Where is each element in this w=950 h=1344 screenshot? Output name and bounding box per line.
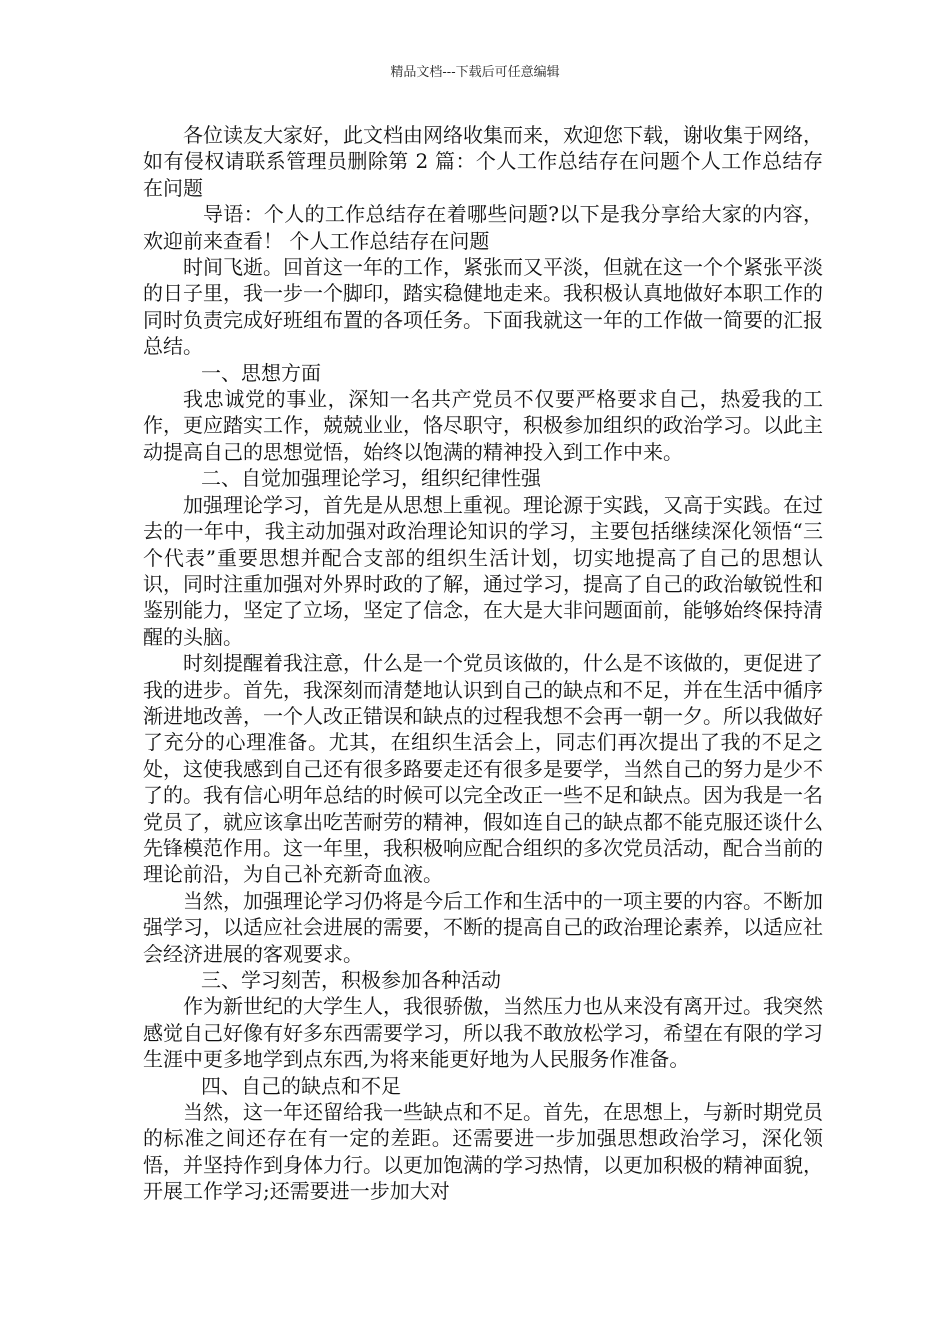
paragraph-study: 作为新世纪的大学生人，我很骄傲，当然压力也从来没有离开过。我突然感觉自己好像有好多东西需要学习，所以我不敢放松学习，希望在有限的学习生涯中更多地学到点东西,为将来能更好地为人民服务作准备。 xyxy=(143,994,823,1072)
section-heading-thought: 一、思想方面 xyxy=(201,360,321,385)
section-heading-shortcomings: 四、自己的缺点和不足 xyxy=(201,1073,401,1098)
section-heading-theory: 二、自觉加强理论学习，组织纪律性强 xyxy=(201,466,541,491)
document-body xyxy=(143,122,823,1205)
paragraph-thought: 我忠诚党的事业，深知一名共产党员不仅要严格要求自己，热爱我的工作，更应踏实工作，兢兢业业，恪尽职守，积极参加组织的政治学习。以此主动提高自己的思想觉悟，始终以饱满的精神投入到工作中来。 xyxy=(143,387,823,464)
page-header: 精品文档---下载后可任意编辑 xyxy=(390,65,560,80)
paragraph-theory: 加强理论学习，首先是从思想上重视。理论源于实践，又高于实践。在过去的一年中，我主动加强对政治理论知识的学习，主要包括继续深化领悟“三个代表”重要思想并配合支部的组织生活计划，切实地提高了自己的思想认识，同时注重加强对外界时政的了解，通过学习，提高了自己的政治敏锐性和鉴别能力，坚定了立场，坚定了信念，在大是大非问题面前，能够始终保持清醒的头脑。 xyxy=(143,492,823,649)
paragraph-continue-study: 当然，加强理论学习仍将是今后工作和生活中的一项主要的内容。不断加强学习，以适应社会进展的需要，不断的提高自己的政治理论素养，以适应社会经济进展的客观要求。 xyxy=(143,888,823,966)
paragraph-reminder: 时刻提醒着我注意，什么是一个党员该做的，什么是不该做的，更促进了我的进步。首先，我深刻而清楚地认识到自己的缺点和不足，并在生活中循序渐进地改善，一个人改正错误和缺点的过程我想不会再一朝一夕。所以我做好了充分的心理准备。尤其，在组织生活会上，同志们再次提出了我的不足之处，这使我感到自己还有很多路要走还有很多是要学，当然自己的努力是少不了的。我有信心明年总结的时候可以完全改正一些不足和缺点。因为我是一名党员了，就应该拿出吃苦耐劳的精神，假如连自己的缺点都不能克服还谈什么先锋模范作用。这一年里，我积极响应配合组织的多次党员活动，配合当前的理论前沿，为自己补充新奇血液。 xyxy=(143,651,823,887)
paragraph-opening: 时间飞逝。回首这一年的工作，紧张而又平淡，但就在这一个个紧张平淡的日子里，我一步一个脚印，踏实稳健地走来。我积极认真地做好本职工作的同时负责完成好班组布置的各项任务。下面我就这一年的工作做一简要的汇报总结。 xyxy=(143,255,823,359)
paragraph-shortcomings: 当然，这一年还留给我一些缺点和不足。首先，在思想上，与新时期党员的标准之间还存在有一定的差距。还需要进一步加强思想政治学习，深化领悟，并坚持作到身体力行。以更加饱满的学习热情，以更加积极的精神面貌，开展工作学习;还需要进一步加大对 xyxy=(143,1100,823,1204)
paragraph-guide: 导语：个人的工作总结存在着哪些问题?以下是我分享给大家的内容，欢迎前来查看！ 个人工作总结存在问题 xyxy=(143,202,823,253)
paragraph-intro: 各位读友大家好，此文档由网络收集而来，欢迎您下载，谢收集于网络，如有侵权请联系管理员删除第 2 篇：个人工作总结存在问题个人工作总结存在问题 xyxy=(143,123,823,200)
section-heading-study: 三、学习刻苦，积极参加各种活动 xyxy=(201,968,501,992)
